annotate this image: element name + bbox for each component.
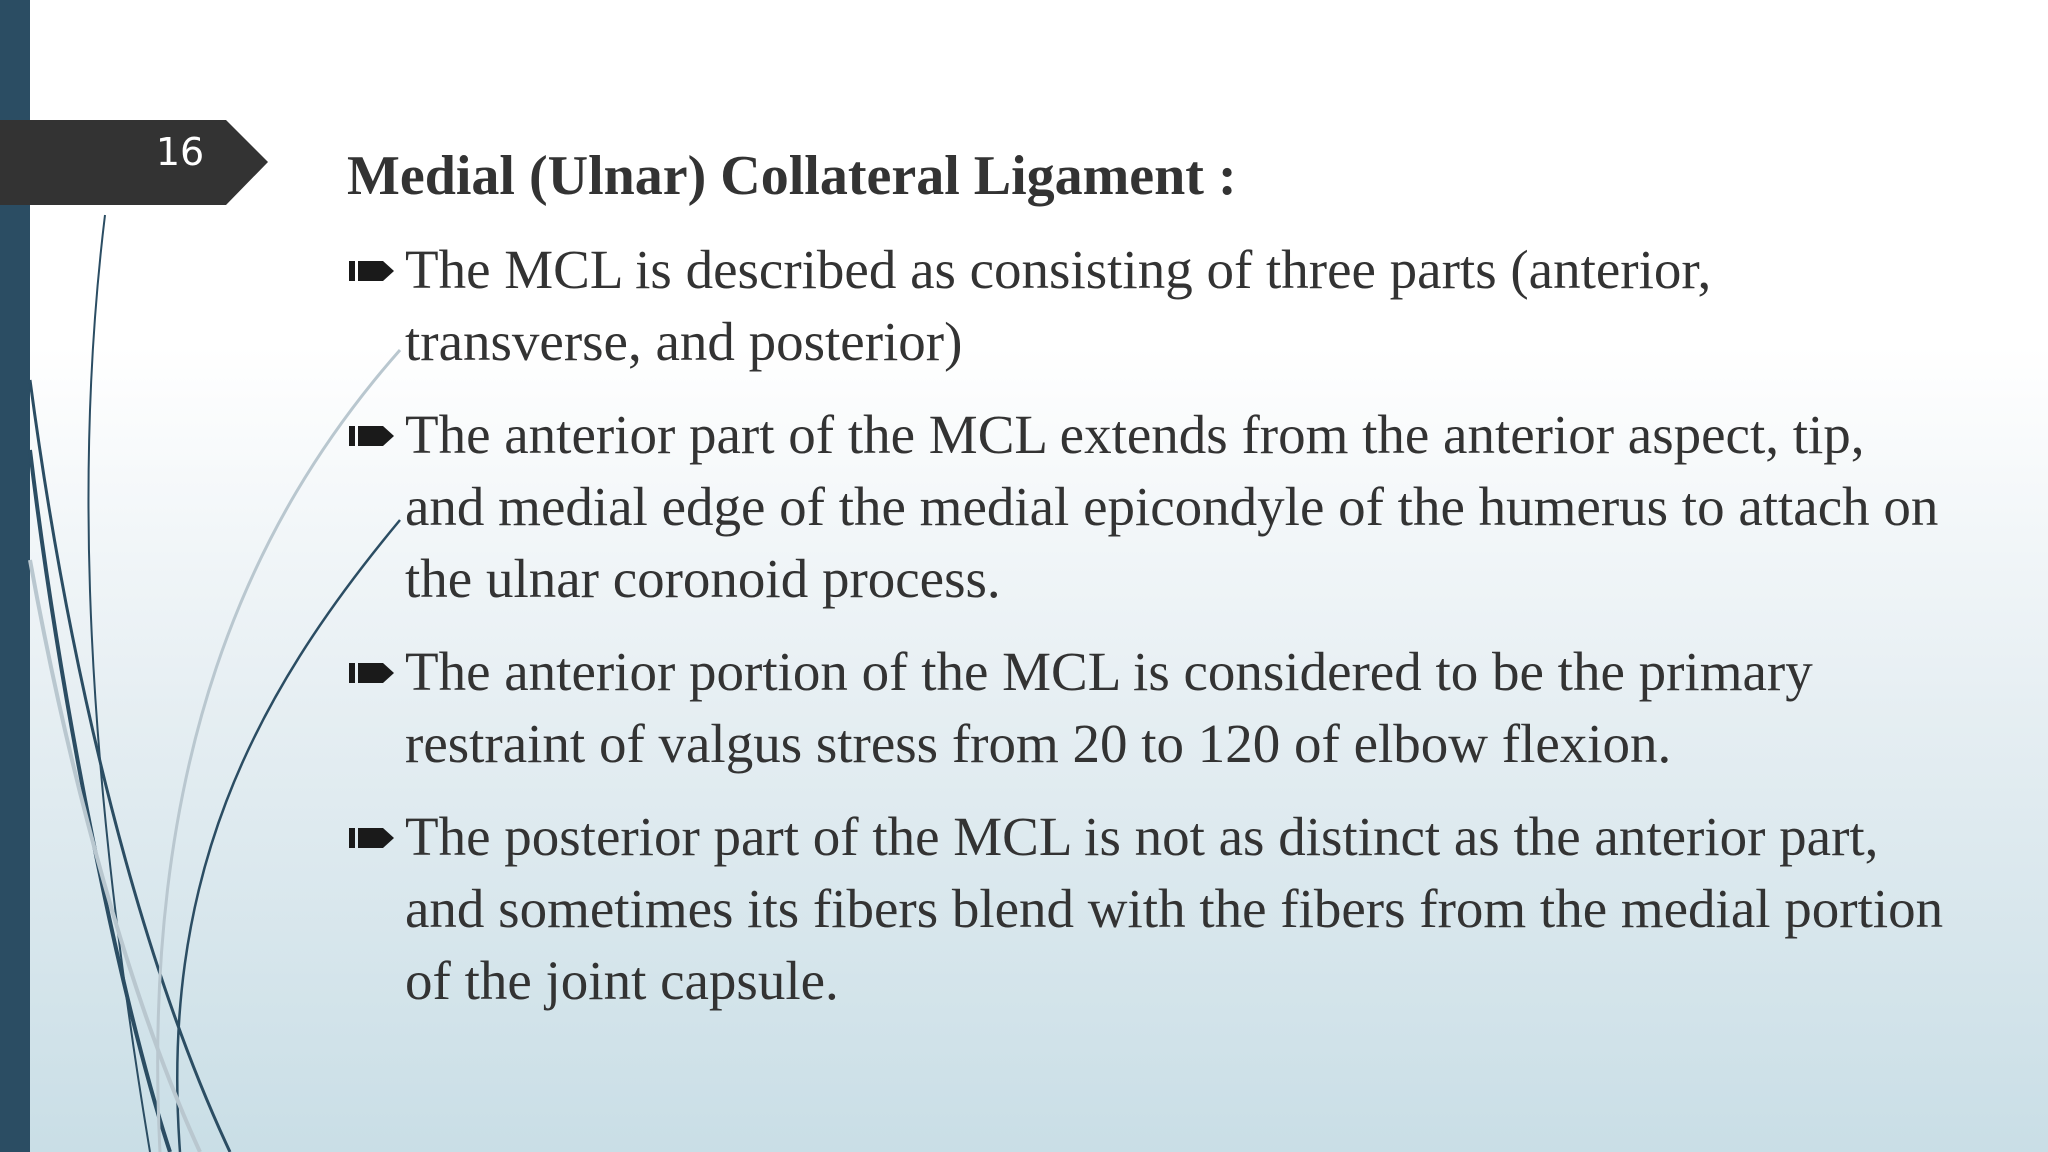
bullet-list xyxy=(347,234,1947,1038)
slide-number: 16 xyxy=(155,130,205,174)
bullet-item xyxy=(347,636,1947,780)
bullet-item xyxy=(347,801,1947,1017)
bullet-text: The anterior portion of the MCL is considered to be the primary restraint of valgus stress from 20 to 120 of elbow flexion. xyxy=(405,641,1813,774)
bullet-item xyxy=(347,234,1947,378)
slide-title: Medial (Ulnar) Collateral Ligament : xyxy=(347,145,1237,207)
arrow-bullet-icon xyxy=(349,660,395,686)
slide-number-tab xyxy=(0,120,268,205)
arrow-bullet-icon xyxy=(349,825,395,851)
bullet-text: The anterior part of the MCL extends from the anterior aspect, tip, and medial edge of the medial epicondyle of the humerus to attach on the ulnar coronoid process. xyxy=(405,404,1939,609)
arrow-bullet-icon xyxy=(349,423,395,449)
bullet-text: The MCL is described as consisting of three parts (anterior, transverse, and posterior) xyxy=(405,239,1712,372)
arrow-bullet-icon xyxy=(349,258,395,284)
bullet-text: The posterior part of the MCL is not as distinct as the anterior part, and sometimes its fibers blend with the fibers from the medial portion of the joint capsule. xyxy=(405,806,1944,1011)
bullet-item xyxy=(347,399,1947,615)
